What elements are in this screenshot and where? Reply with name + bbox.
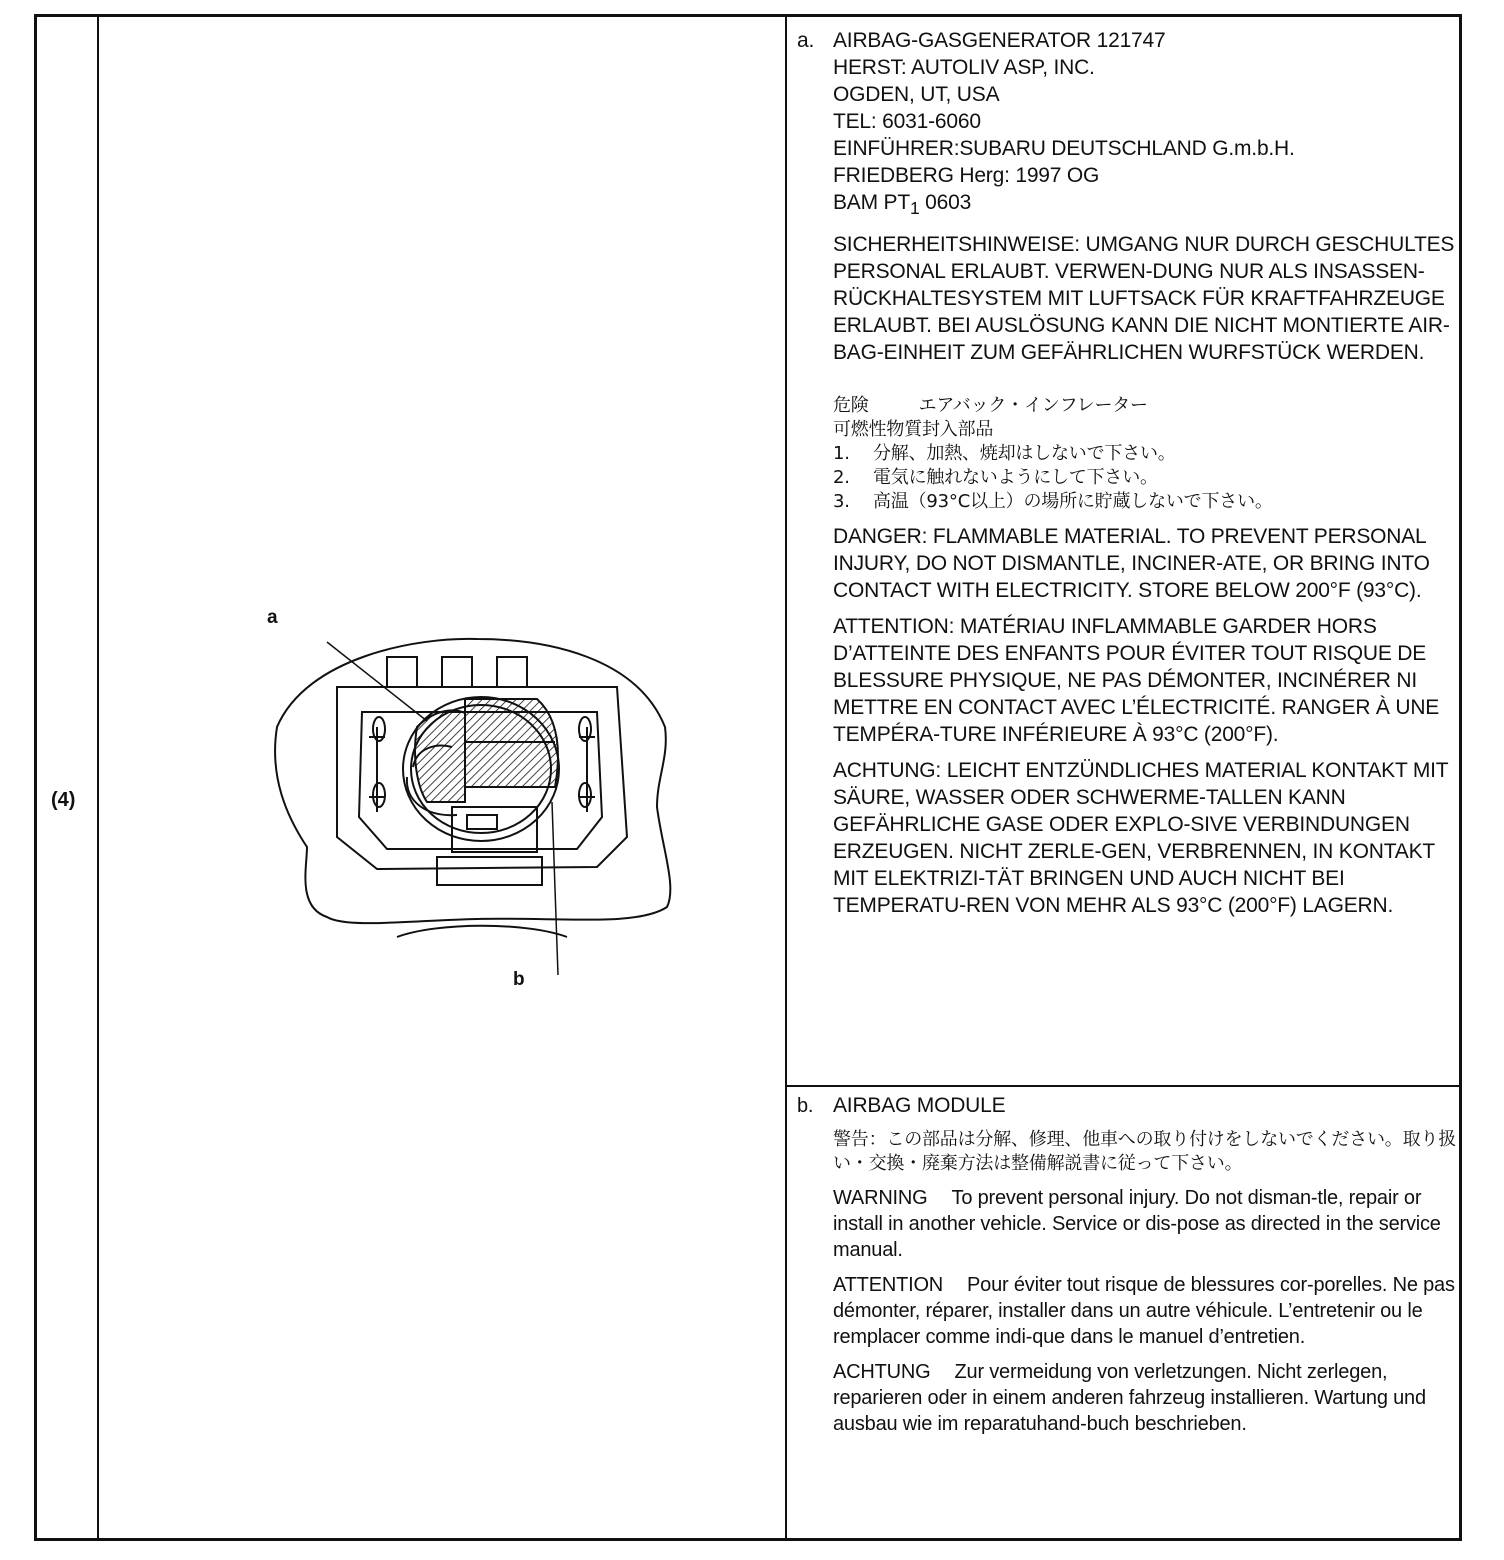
column-divider-1 bbox=[97, 17, 99, 1538]
header-line: AIRBAG-GASGENERATOR 121747 bbox=[833, 29, 1166, 52]
warning-block bbox=[833, 1185, 1457, 1263]
bam-line bbox=[833, 189, 1457, 222]
jp-sub: 可燃性物質封入部品 bbox=[833, 419, 994, 441]
warning-label: WARNING bbox=[833, 1187, 928, 1209]
column-divider-2 bbox=[785, 17, 787, 1538]
attention-label: ATTENTION bbox=[833, 1274, 944, 1296]
header-line: TEL: 6031-6060 bbox=[833, 110, 981, 133]
achtung-text-b: Zur vermeidung von verletzungen. Nicht zerlegen, reparieren oder in einem anderen fahrzeug installieren. Wartung und ausbau wie im reparatuhand-buch beschrieben. bbox=[833, 1361, 1426, 1435]
attention-block bbox=[833, 1272, 1457, 1350]
callout-b: b bbox=[513, 969, 525, 990]
row-label: (4) bbox=[51, 789, 76, 811]
label-table bbox=[34, 14, 1462, 1541]
attention-text-b: Pour éviter tout risque de blessures cor-porelles. Ne pas démonter, réparer, installer dans un autre véhicule. L’entretenir ou le remplacer comme indi-que dans le manuel d’entretien. bbox=[833, 1274, 1455, 1348]
danger-text: DANGER: FLAMMABLE MATERIAL. TO PREVENT PERSONAL INJURY, DO NOT DISMANTLE, INCINER-ATE, OR BRING INTO CONTACT WITH ELECTRICITY. STORE BELOW 200°F (93°C). bbox=[833, 525, 1430, 603]
warning-text: To prevent personal injury. Do not disman-tle, repair or install in another vehicle. Service or dis-pose as directed in the service manual. bbox=[833, 1187, 1441, 1261]
section-b bbox=[797, 1093, 1457, 1446]
header-line: HERST: AUTOLIV ASP, INC. bbox=[833, 56, 1095, 79]
bam-subscript: 1 bbox=[909, 198, 920, 219]
jp-item: 1. 分解、加熱、焼却はしないで下さい。 bbox=[833, 443, 1176, 465]
achtung-text: ACHTUNG: LEICHT ENTZÜNDLICHES MATERIAL KONTAKT MIT SÄURE, WASSER ODER SCHWERME-TALLEN KANN GEFÄHRLICHE GASE ODER EXPLO-SIVE VERBINDUNGEN ERZEUGEN. NICHT ZERLE-GEN, VERBRENNEN, IN KONTAKT MIT ELEKTRIZI-TÄT BRINGEN UND AUCH NICHT BEI TEMPERATU-REN VON MEHR ALS 93°C (200°F) LAGERN. bbox=[833, 759, 1449, 918]
section-a bbox=[797, 27, 1457, 928]
achtung-label: ACHTUNG bbox=[833, 1361, 931, 1383]
attention-text: ATTENTION: MATÉRIAU INFLAMMABLE GARDER HORS D’ATTEINTE DES ENFANTS POUR ÉVITER TOUT RISQUE DE BLESSURE PHYSIQUE, NE PAS DÉMONTER, INCINÉRER NI METTRE EN CONTACT AVEC L’ÉLECTRICITÉ. RANGER À UNE TEMPÉRA-TURE INFÉRIEURE À 93°C (200°F). bbox=[833, 615, 1440, 747]
bam-suffix: 0603 bbox=[919, 191, 972, 214]
airbag-module-illustration bbox=[267, 617, 687, 1017]
header-line: OGDEN, UT, USA bbox=[833, 83, 1000, 106]
jp-item: 3. 高温（93°C以上）の場所に貯蔵しないで下さい。 bbox=[833, 491, 1273, 513]
row-divider bbox=[785, 1085, 1459, 1087]
jp-item: 2. 電気に触れないようにして下さい。 bbox=[833, 467, 1158, 489]
header-line: FRIEDBERG Herg: 1997 OG bbox=[833, 164, 1100, 187]
jp-inflator-title: エアバック・インフレーター bbox=[918, 395, 1148, 417]
section-b-title: AIRBAG MODULE bbox=[833, 1094, 1006, 1117]
header-line: EINFÜHRER:SUBARU DEUTSCHLAND G.m.b.H. bbox=[833, 137, 1295, 160]
achtung-block bbox=[833, 1359, 1457, 1437]
section-a-marker: a. bbox=[797, 29, 815, 52]
jp-danger-title: 危険 bbox=[833, 395, 869, 417]
section-b-marker: b. bbox=[797, 1095, 814, 1117]
bam-prefix: BAM PT bbox=[833, 191, 910, 214]
jp-danger-block bbox=[833, 394, 1457, 514]
sicherheit-text: SICHERHEITSHINWEISE: UMGANG NUR DURCH GESCHULTES PERSONAL ERLAUBT. VERWEN-DUNG NUR ALS INSASSEN-RÜCKHALTESYSTEM MIT LUFTSACK FÜR KRAFTFAHRZEUGE ERLAUBT. BEI AUSLÖSUNG KANN DIE NICHT MONTIERTE AIR-BAG-EINHEIT ZUM GEFÄHRLICHEN WURFSTÜCK WERDEN. bbox=[833, 233, 1455, 365]
callout-a: a bbox=[267, 607, 278, 628]
jp-warning: 警告：この部品は分解、修理、他車への取り付けをしないでください。取り扱い・交換・廃棄方法は整備解説書に従って下さい。 bbox=[833, 1129, 1456, 1174]
